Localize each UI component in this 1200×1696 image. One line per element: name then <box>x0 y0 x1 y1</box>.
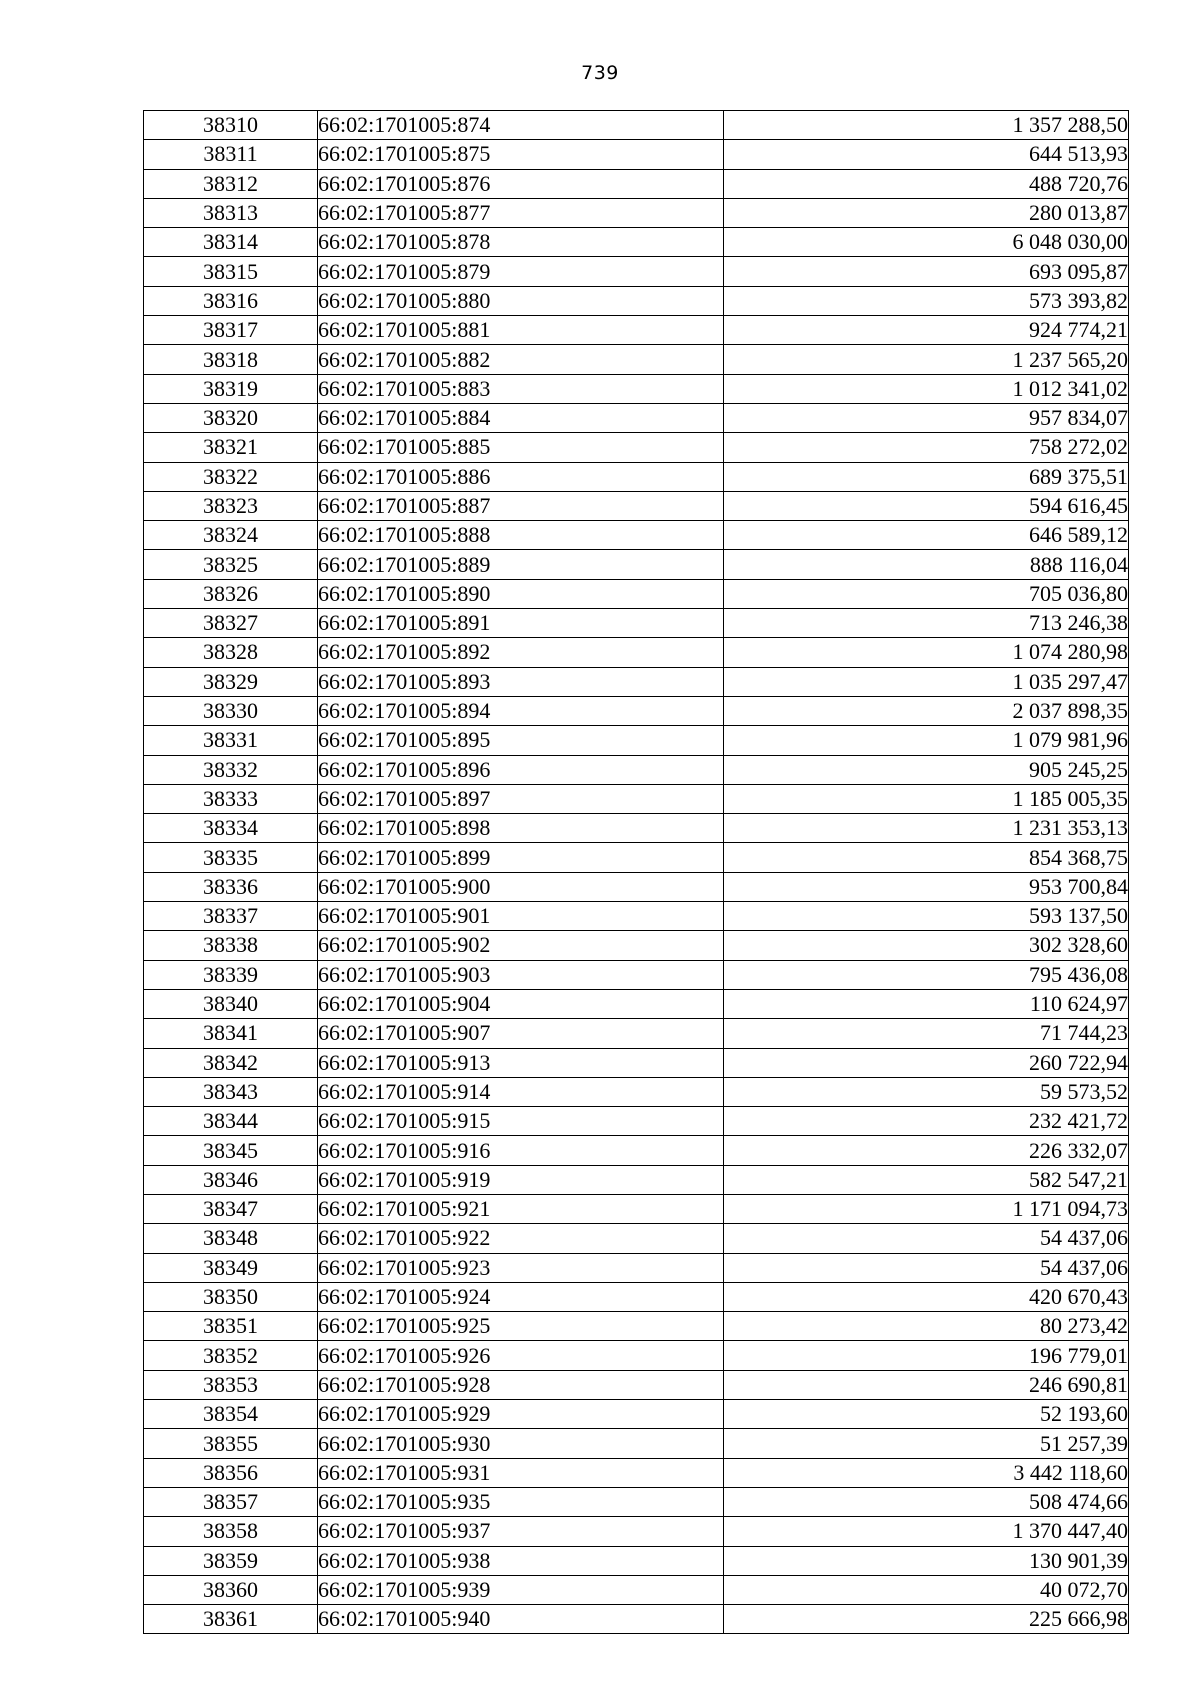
row-number-cell: 38323 <box>144 491 318 520</box>
row-number-cell: 38322 <box>144 462 318 491</box>
cadastral-number-cell: 66:02:1701005:878 <box>318 228 724 257</box>
cadastral-number-cell: 66:02:1701005:931 <box>318 1458 724 1487</box>
table-row <box>144 257 1129 286</box>
table-row <box>144 491 1129 520</box>
table-row <box>144 198 1129 227</box>
row-number-cell: 38355 <box>144 1429 318 1458</box>
row-number-cell: 38310 <box>144 111 318 140</box>
cadastral-value-cell: 52 193,60 <box>724 1400 1129 1429</box>
row-number-cell: 38351 <box>144 1312 318 1341</box>
table-row <box>144 1136 1129 1165</box>
cadastral-value-cell: 854 368,75 <box>724 843 1129 872</box>
cadastral-number-cell: 66:02:1701005:883 <box>318 374 724 403</box>
cadastral-value-cell: 1 035 297,47 <box>724 667 1129 696</box>
table-row <box>144 638 1129 667</box>
cadastral-number-cell: 66:02:1701005:904 <box>318 989 724 1018</box>
table-row <box>144 726 1129 755</box>
row-number-cell: 38338 <box>144 931 318 960</box>
row-number-cell: 38344 <box>144 1107 318 1136</box>
row-number-cell: 38347 <box>144 1194 318 1223</box>
cadastral-value-cell: 644 513,93 <box>724 140 1129 169</box>
cadastral-value-cell: 1 237 565,20 <box>724 345 1129 374</box>
row-number-cell: 38350 <box>144 1282 318 1311</box>
cadastral-number-cell: 66:02:1701005:888 <box>318 521 724 550</box>
cadastral-value-cell: 573 393,82 <box>724 286 1129 315</box>
table-row <box>144 374 1129 403</box>
cadastral-number-cell: 66:02:1701005:922 <box>318 1224 724 1253</box>
cadastral-number-cell: 66:02:1701005:886 <box>318 462 724 491</box>
row-number-cell: 38349 <box>144 1253 318 1282</box>
table-row <box>144 316 1129 345</box>
table-row <box>144 843 1129 872</box>
cadastral-number-cell: 66:02:1701005:901 <box>318 902 724 931</box>
cadastral-number-cell: 66:02:1701005:892 <box>318 638 724 667</box>
table-row <box>144 755 1129 784</box>
table-row <box>144 1605 1129 1634</box>
row-number-cell: 38361 <box>144 1605 318 1634</box>
cadastral-number-cell: 66:02:1701005:903 <box>318 960 724 989</box>
cadastral-value-cell: 420 670,43 <box>724 1282 1129 1311</box>
cadastral-number-cell: 66:02:1701005:879 <box>318 257 724 286</box>
row-number-cell: 38328 <box>144 638 318 667</box>
cadastral-value-cell: 508 474,66 <box>724 1487 1129 1516</box>
cadastral-value-cell: 246 690,81 <box>724 1370 1129 1399</box>
row-number-cell: 38315 <box>144 257 318 286</box>
table-row <box>144 1370 1129 1399</box>
row-number-cell: 38312 <box>144 169 318 198</box>
cadastral-value-cell: 280 013,87 <box>724 198 1129 227</box>
cadastral-number-cell: 66:02:1701005:897 <box>318 784 724 813</box>
cadastral-value-cell: 54 437,06 <box>724 1224 1129 1253</box>
row-number-cell: 38324 <box>144 521 318 550</box>
cadastral-value-cell: 905 245,25 <box>724 755 1129 784</box>
cadastral-value-cell: 1 074 280,98 <box>724 638 1129 667</box>
cadastral-number-cell: 66:02:1701005:925 <box>318 1312 724 1341</box>
row-number-cell: 38313 <box>144 198 318 227</box>
table-row <box>144 169 1129 198</box>
cadastral-number-cell: 66:02:1701005:895 <box>318 726 724 755</box>
row-number-cell: 38332 <box>144 755 318 784</box>
cadastral-number-cell: 66:02:1701005:889 <box>318 550 724 579</box>
table-row <box>144 579 1129 608</box>
table-row <box>144 902 1129 931</box>
cadastral-number-cell: 66:02:1701005:916 <box>318 1136 724 1165</box>
row-number-cell: 38336 <box>144 872 318 901</box>
cadastral-number-cell: 66:02:1701005:896 <box>318 755 724 784</box>
row-number-cell: 38327 <box>144 609 318 638</box>
row-number-cell: 38337 <box>144 902 318 931</box>
cadastral-value-cell: 51 257,39 <box>724 1429 1129 1458</box>
cadastral-value-cell: 594 616,45 <box>724 491 1129 520</box>
row-number-cell: 38316 <box>144 286 318 315</box>
table-row <box>144 1282 1129 1311</box>
cadastral-number-cell: 66:02:1701005:898 <box>318 814 724 843</box>
cadastral-number-cell: 66:02:1701005:913 <box>318 1048 724 1077</box>
table-row <box>144 1107 1129 1136</box>
table-row <box>144 931 1129 960</box>
cadastral-value-cell: 1 370 447,40 <box>724 1517 1129 1546</box>
table-row <box>144 286 1129 315</box>
cadastral-number-cell: 66:02:1701005:893 <box>318 667 724 696</box>
table-row <box>144 345 1129 374</box>
table-row <box>144 521 1129 550</box>
row-number-cell: 38343 <box>144 1077 318 1106</box>
table-row <box>144 403 1129 432</box>
table-row <box>144 1048 1129 1077</box>
cadastral-number-cell: 66:02:1701005:887 <box>318 491 724 520</box>
row-number-cell: 38339 <box>144 960 318 989</box>
cadastral-value-cell: 40 072,70 <box>724 1575 1129 1604</box>
cadastral-value-table <box>143 110 1129 1634</box>
row-number-cell: 38360 <box>144 1575 318 1604</box>
row-number-cell: 38346 <box>144 1165 318 1194</box>
cadastral-number-cell: 66:02:1701005:935 <box>318 1487 724 1516</box>
cadastral-number-cell: 66:02:1701005:939 <box>318 1575 724 1604</box>
row-number-cell: 38329 <box>144 667 318 696</box>
cadastral-number-cell: 66:02:1701005:880 <box>318 286 724 315</box>
cadastral-number-cell: 66:02:1701005:924 <box>318 1282 724 1311</box>
cadastral-number-cell: 66:02:1701005:882 <box>318 345 724 374</box>
row-number-cell: 38352 <box>144 1341 318 1370</box>
cadastral-value-cell: 196 779,01 <box>724 1341 1129 1370</box>
table-row <box>144 1429 1129 1458</box>
table-row <box>144 1077 1129 1106</box>
cadastral-value-cell: 130 901,39 <box>724 1546 1129 1575</box>
row-number-cell: 38340 <box>144 989 318 1018</box>
row-number-cell: 38331 <box>144 726 318 755</box>
table-row <box>144 1194 1129 1223</box>
cadastral-number-cell: 66:02:1701005:877 <box>318 198 724 227</box>
row-number-cell: 38341 <box>144 1019 318 1048</box>
cadastral-number-cell: 66:02:1701005:929 <box>318 1400 724 1429</box>
cadastral-value-cell: 693 095,87 <box>724 257 1129 286</box>
cadastral-value-cell: 758 272,02 <box>724 433 1129 462</box>
row-number-cell: 38311 <box>144 140 318 169</box>
row-number-cell: 38358 <box>144 1517 318 1546</box>
table-row <box>144 140 1129 169</box>
row-number-cell: 38354 <box>144 1400 318 1429</box>
table-row <box>144 696 1129 725</box>
row-number-cell: 38348 <box>144 1224 318 1253</box>
cadastral-value-cell: 54 437,06 <box>724 1253 1129 1282</box>
table-body <box>144 111 1129 1634</box>
table-row <box>144 1312 1129 1341</box>
row-number-cell: 38334 <box>144 814 318 843</box>
row-number-cell: 38326 <box>144 579 318 608</box>
table-row <box>144 872 1129 901</box>
row-number-cell: 38318 <box>144 345 318 374</box>
cadastral-number-cell: 66:02:1701005:937 <box>318 1517 724 1546</box>
cadastral-value-cell: 71 744,23 <box>724 1019 1129 1048</box>
table-row <box>144 1253 1129 1282</box>
cadastral-number-cell: 66:02:1701005:930 <box>318 1429 724 1458</box>
cadastral-number-cell: 66:02:1701005:926 <box>318 1341 724 1370</box>
table-row <box>144 228 1129 257</box>
cadastral-number-cell: 66:02:1701005:902 <box>318 931 724 960</box>
cadastral-value-cell: 1 012 341,02 <box>724 374 1129 403</box>
table-row <box>144 550 1129 579</box>
table-row <box>144 1517 1129 1546</box>
cadastral-number-cell: 66:02:1701005:890 <box>318 579 724 608</box>
row-number-cell: 38342 <box>144 1048 318 1077</box>
cadastral-number-cell: 66:02:1701005:899 <box>318 843 724 872</box>
table-row <box>144 1487 1129 1516</box>
table-row <box>144 667 1129 696</box>
cadastral-number-cell: 66:02:1701005:875 <box>318 140 724 169</box>
cadastral-value-cell: 582 547,21 <box>724 1165 1129 1194</box>
cadastral-value-cell: 1 357 288,50 <box>724 111 1129 140</box>
cadastral-number-cell: 66:02:1701005:914 <box>318 1077 724 1106</box>
cadastral-number-cell: 66:02:1701005:894 <box>318 696 724 725</box>
cadastral-value-cell: 302 328,60 <box>724 931 1129 960</box>
cadastral-number-cell: 66:02:1701005:891 <box>318 609 724 638</box>
cadastral-value-cell: 888 116,04 <box>724 550 1129 579</box>
cadastral-number-cell: 66:02:1701005:881 <box>318 316 724 345</box>
cadastral-value-cell: 488 720,76 <box>724 169 1129 198</box>
cadastral-value-cell: 646 589,12 <box>724 521 1129 550</box>
cadastral-number-cell: 66:02:1701005:940 <box>318 1605 724 1634</box>
cadastral-value-cell: 3 442 118,60 <box>724 1458 1129 1487</box>
cadastral-number-cell: 66:02:1701005:938 <box>318 1546 724 1575</box>
table-row <box>144 462 1129 491</box>
row-number-cell: 38320 <box>144 403 318 432</box>
row-number-cell: 38357 <box>144 1487 318 1516</box>
cadastral-value-cell: 953 700,84 <box>724 872 1129 901</box>
table-row <box>144 960 1129 989</box>
row-number-cell: 38353 <box>144 1370 318 1399</box>
row-number-cell: 38321 <box>144 433 318 462</box>
cadastral-value-cell: 957 834,07 <box>724 403 1129 432</box>
cadastral-value-cell: 705 036,80 <box>724 579 1129 608</box>
row-number-cell: 38319 <box>144 374 318 403</box>
cadastral-value-cell: 80 273,42 <box>724 1312 1129 1341</box>
cadastral-value-cell: 1 185 005,35 <box>724 784 1129 813</box>
cadastral-number-cell: 66:02:1701005:915 <box>318 1107 724 1136</box>
cadastral-number-cell: 66:02:1701005:928 <box>318 1370 724 1399</box>
table-row <box>144 1458 1129 1487</box>
page-number: 739 <box>581 62 619 84</box>
table-row <box>144 989 1129 1018</box>
cadastral-value-cell: 6 048 030,00 <box>724 228 1129 257</box>
row-number-cell: 38330 <box>144 696 318 725</box>
cadastral-value-cell: 2 037 898,35 <box>724 696 1129 725</box>
table-row <box>144 1546 1129 1575</box>
table-row <box>144 433 1129 462</box>
table-row <box>144 1575 1129 1604</box>
row-number-cell: 38359 <box>144 1546 318 1575</box>
table-row <box>144 784 1129 813</box>
cadastral-value-cell: 260 722,94 <box>724 1048 1129 1077</box>
cadastral-value-cell: 110 624,97 <box>724 989 1129 1018</box>
cadastral-value-cell: 226 332,07 <box>724 1136 1129 1165</box>
table-row <box>144 814 1129 843</box>
table-row <box>144 1019 1129 1048</box>
cadastral-number-cell: 66:02:1701005:884 <box>318 403 724 432</box>
cadastral-number-cell: 66:02:1701005:885 <box>318 433 724 462</box>
cadastral-value-cell: 795 436,08 <box>724 960 1129 989</box>
table-row <box>144 609 1129 638</box>
table-row <box>144 1165 1129 1194</box>
cadastral-value-cell: 1 079 981,96 <box>724 726 1129 755</box>
cadastral-number-cell: 66:02:1701005:923 <box>318 1253 724 1282</box>
row-number-cell: 38333 <box>144 784 318 813</box>
cadastral-value-cell: 593 137,50 <box>724 902 1129 931</box>
table-row <box>144 111 1129 140</box>
row-number-cell: 38345 <box>144 1136 318 1165</box>
cadastral-value-cell: 1 171 094,73 <box>724 1194 1129 1223</box>
cadastral-number-cell: 66:02:1701005:876 <box>318 169 724 198</box>
table-row <box>144 1341 1129 1370</box>
cadastral-number-cell: 66:02:1701005:919 <box>318 1165 724 1194</box>
row-number-cell: 38325 <box>144 550 318 579</box>
cadastral-value-cell: 713 246,38 <box>724 609 1129 638</box>
cadastral-number-cell: 66:02:1701005:874 <box>318 111 724 140</box>
cadastral-value-cell: 232 421,72 <box>724 1107 1129 1136</box>
cadastral-value-cell: 924 774,21 <box>724 316 1129 345</box>
row-number-cell: 38314 <box>144 228 318 257</box>
cadastral-number-cell: 66:02:1701005:900 <box>318 872 724 901</box>
cadastral-value-cell: 225 666,98 <box>724 1605 1129 1634</box>
table-row <box>144 1224 1129 1253</box>
row-number-cell: 38356 <box>144 1458 318 1487</box>
cadastral-value-cell: 1 231 353,13 <box>724 814 1129 843</box>
table-row <box>144 1400 1129 1429</box>
cadastral-value-cell: 59 573,52 <box>724 1077 1129 1106</box>
row-number-cell: 38317 <box>144 316 318 345</box>
row-number-cell: 38335 <box>144 843 318 872</box>
cadastral-value-cell: 689 375,51 <box>724 462 1129 491</box>
cadastral-number-cell: 66:02:1701005:921 <box>318 1194 724 1223</box>
cadastral-number-cell: 66:02:1701005:907 <box>318 1019 724 1048</box>
